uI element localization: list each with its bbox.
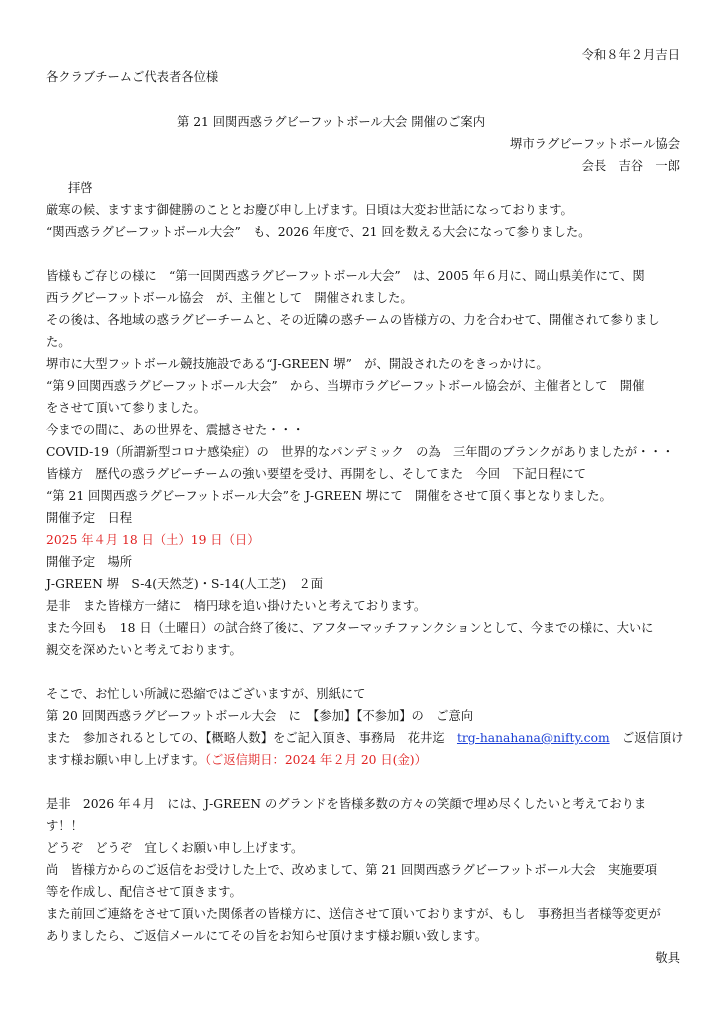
body-line: “関西惑ラグビーフットボール大会” も、2026 年度で、21 回を数える大会になって参りました。 (46, 225, 591, 239)
reply-deadline: （ご返信期日：2024 年２月 20 日(金)） (204, 753, 427, 767)
venue-label: 開催予定 場所 (46, 555, 133, 569)
schedule-label: 開催予定 日程 (46, 511, 133, 525)
body-line: その後は、各地域の惑ラグビーチームと、その近隣の惑チームの皆様方の、力を合わせて、開催されて参りまし (46, 313, 660, 327)
schedule-date: 2025 年４月 18 日（土）19 日（日） (46, 533, 260, 547)
sender-organization: 堺市ラグビーフットボール協会 (510, 137, 680, 151)
body-line: また今回も 18 日（土曜日）の試合終了後に、アフターマッチファンクションとして、今までの様に、大いに (46, 621, 654, 635)
contact-line (46, 728, 683, 748)
addressee: 各クラブチームご代表者各位様 (46, 70, 219, 84)
body-line: た。 (46, 335, 71, 349)
request-line (46, 750, 427, 770)
body-line: 尚 皆様方からのご返信をお受けした上で、改めまして、第 21 回関西惑ラグビーフットボール大会 実施要項 (46, 863, 658, 877)
email-link[interactable]: trg-hanahana@nifty.com (456, 731, 610, 745)
body-line: をさせて頂いて参りました。 (46, 401, 206, 415)
body-line: す！！ (46, 819, 83, 833)
sender-name: 会長 吉谷 一郎 (581, 159, 680, 173)
letter-date: 令和８年２月吉日 (581, 48, 680, 62)
greeting: 拝啓 (68, 181, 93, 195)
closing: 敬具 (655, 951, 680, 965)
body-line: 等を作成し、配信させて頂きます。 (46, 885, 242, 899)
body-line: そこで、お忙しい所誠に恐縮ではございますが、別紙にて (46, 687, 366, 701)
body-line: 第 20 回関西惑ラグビーフットボール大会 に 【参加】【不参加】の ご意向 (46, 709, 474, 723)
contact-text-end: ご返信頂け (609, 731, 684, 745)
body-line: “第 21 回関西惑ラグビーフットボール大会”を J-GREEN 堺にて 開催をさせて頂く事となりました。 (46, 489, 612, 503)
body-line: どうぞ どうぞ 宜しくお願い申し上げます。 (46, 841, 304, 855)
body-line: 厳寒の候、ますます御健勝のこととお慶び申し上げます。日頃は大変お世話になっております。 (46, 203, 573, 217)
body-line: “第９回関西惑ラグビーフットボール大会” から、当堺市ラグビーフットボール協会が、主催者として 開催 (46, 379, 645, 393)
body-line: 皆様方 歴代の惑ラグビーチームの強い要望を受け、再開をし、そしてまた 今回 下記日程にて (46, 467, 587, 481)
venue: J-GREEN 堺 S-4(天然芝)・S-14(人工芝) ２面 (46, 577, 324, 591)
body-line: 西ラグビーフットボール協会 が、主催として 開催されました。 (46, 291, 413, 305)
body-line: ありましたら、ご返信メールにてその旨をお知らせ頂けます様お願い致します。 (46, 929, 488, 943)
body-line: 皆様もご存じの様に “第一回関西惑ラグビーフットボール大会” は、2005 年６月に、岡山県美作にて、関 (46, 269, 645, 283)
letter-title: 第 21 回関西惑ラグビーフットボール大会 開催のご案内 (177, 115, 485, 129)
request-text: ます様お願い申し上げます。 (46, 753, 205, 767)
body-line: 堺市に大型フットボール競技施設である“J-GREEN 堺” が、開設されたのをきっかけに。 (46, 357, 549, 371)
body-line: 今までの間に、あの世界を、震撼させた・・・ (46, 423, 305, 437)
contact-text: また 参加されるとしての、【概略人数】をご記入頂き、事務局 花井迄 (46, 731, 457, 745)
body-line: 是非 また皆様方一緒に 楕円球を追い掛けたいと考えております。 (46, 599, 427, 613)
body-line: 親交を深めたいと考えております。 (46, 643, 242, 657)
body-line: 是非 2026 年４月 には、J-GREEN のグランドを皆様多数の方々の笑顔で埋め尽くしたいと考えておりま (46, 797, 647, 811)
body-line: COVID-19（所謂新型コロナ感染症）の 世界的なパンデミック の為 三年間のブランクがありましたが・・・ (46, 445, 675, 459)
body-line: また前回ご連絡をさせて頂いた関係者の皆様方に、送信させて頂いておりますが、もし 事務担当者様等変更が (46, 907, 661, 921)
